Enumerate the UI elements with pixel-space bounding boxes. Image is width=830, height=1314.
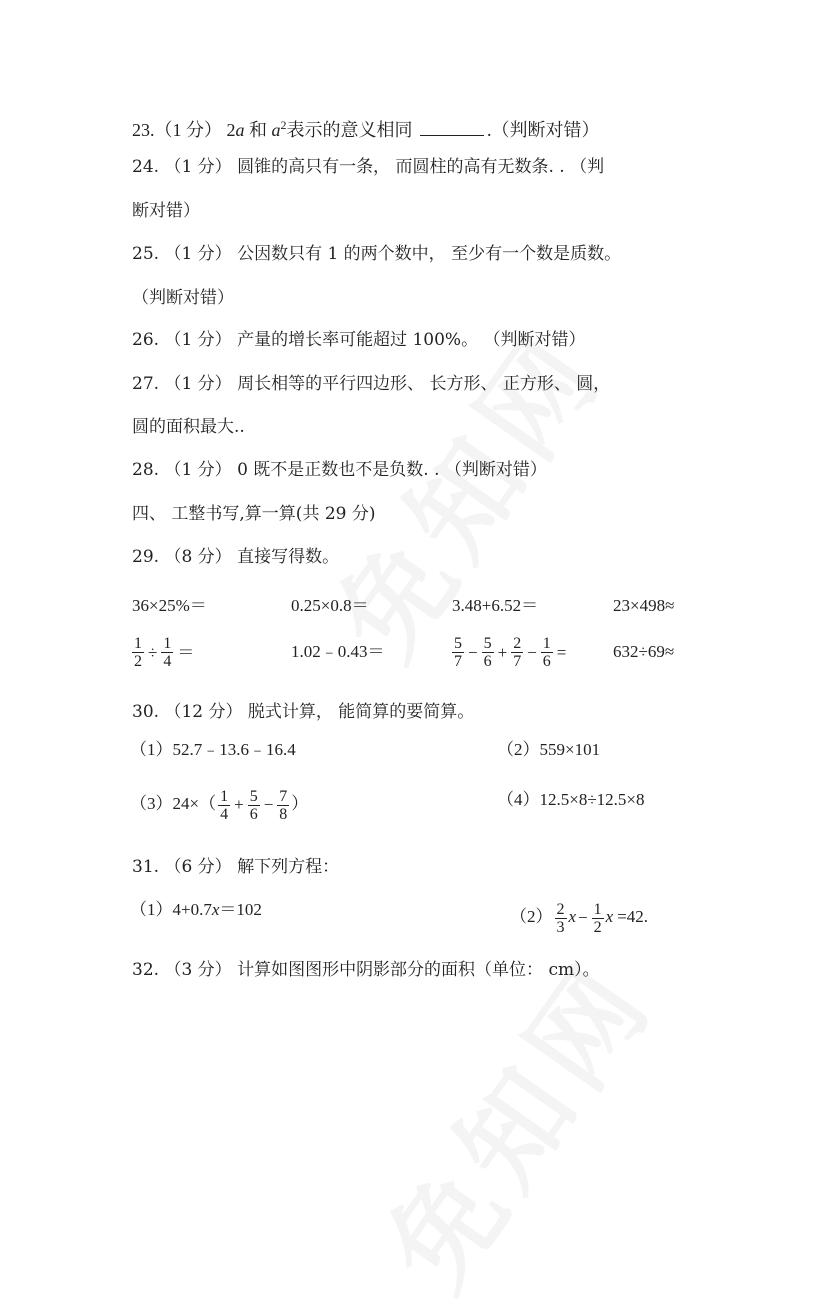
answer-blank[interactable] xyxy=(420,121,484,136)
q30-part4: （4）12.5×8÷12.5×8 xyxy=(497,790,645,809)
q23-number: 23. xyxy=(132,120,155,140)
q29-r2-c2: 1.02﹣0.43＝ xyxy=(291,642,385,661)
question-25-line1: 25. （1 分） 公因数只有 1 的两个数中， 至少有一个数是质数。 xyxy=(132,244,622,264)
q31-part1: （1）4+0.7x＝102 xyxy=(130,900,262,919)
q29-r1-c1: 36×25%＝ xyxy=(132,596,207,615)
fraction: $\frac{1}{6}$ xyxy=(542,635,551,670)
q23-score: （1 分） xyxy=(154,120,222,140)
q23-exponent: 2 xyxy=(280,118,287,132)
q29-r1-c4: 23×498≈ xyxy=(613,596,675,615)
q30-part3: （3）24×（ $\frac{1}{4}$ + $\frac{5}{6}$ − $\frac{7}{8}$ ） xyxy=(130,787,309,823)
question-25-line2: （判断对错） xyxy=(132,288,234,308)
question-24-line1: 24. （1 分） 圆锥的高只有一条， 而圆柱的高有无数条. . （判 xyxy=(132,157,605,177)
fraction: $\frac{5}{6}$ xyxy=(249,787,258,823)
fraction: $\frac{2}{3}$ xyxy=(556,900,565,936)
q31-part2: （2） $\frac{2}{3}$ x − $\frac{1}{2}$ x =42. xyxy=(510,900,649,936)
question-24-line2: 断对错） xyxy=(132,201,200,221)
q23-text: 表示的意义相同 xyxy=(286,120,413,140)
q29-r2-c4: 632÷69≈ xyxy=(613,642,675,661)
q29-r2-c3: $\frac{5}{7}$ − $\frac{5}{6}$ + $\frac{2}{7}$ − $\frac{1}{6}$ = xyxy=(454,635,567,670)
question-28: 28. （1 分） 0 既不是正数也不是负数. . （判断对错） xyxy=(132,460,547,480)
question-29-heading: 29. （8 分） 直接写得数。 xyxy=(132,547,340,567)
section-4-title: 四、 工整书写,算一算(共 29 分) xyxy=(132,504,376,524)
question-31-heading: 31. （6 分） 解下列方程： xyxy=(132,857,340,877)
q23-var-a: a xyxy=(235,120,245,140)
question-27-line1: 27. （1 分） 周长相等的平行四边形、 长方形、 正方形、 圆， xyxy=(132,374,611,394)
fraction: $\frac{7}{8}$ xyxy=(279,787,288,823)
watermark xyxy=(293,294,632,684)
q23-and: 和 xyxy=(249,120,267,140)
fraction: $\frac{1}{2}$ xyxy=(593,900,602,936)
q23-var-a2: a xyxy=(271,120,281,140)
question-23 xyxy=(132,113,600,142)
fraction: $\frac{1}{4}$ xyxy=(220,787,229,823)
fraction: $\frac{2}{7}$ xyxy=(513,635,522,670)
q30-part1: （1）52.7﹣13.6﹣16.4 xyxy=(130,740,296,759)
watermark xyxy=(343,924,682,1314)
q23-tail: .（判断对错） xyxy=(487,120,600,140)
fraction: $\frac{1}{4}$ xyxy=(163,635,172,670)
operator: ÷ xyxy=(148,642,158,662)
equals: ＝ xyxy=(177,642,195,662)
question-27-line2: 圆的面积最大.. xyxy=(132,417,245,437)
question-30-heading: 30. （12 分） 脱式计算， 能简算的要简算。 xyxy=(132,702,475,722)
q29-r1-c2: 0.25×0.8＝ xyxy=(291,596,369,615)
q30-part2: （2）559×101 xyxy=(497,740,601,759)
q29-r2-c1 xyxy=(130,632,196,673)
q23-expr-coef: 2 xyxy=(226,120,236,140)
q29-r1-c3: 3.48+6.52＝ xyxy=(452,596,539,615)
question-26: 26. （1 分） 产量的增长率可能超过 100%。 （判断对错） xyxy=(132,330,586,350)
fraction: $\frac{5}{7}$ xyxy=(454,635,462,670)
fraction: $\frac{5}{6}$ xyxy=(483,635,492,670)
question-32-heading: 32. （3 分） 计算如图图形中阴影部分的面积（单位： cm）。 xyxy=(132,960,600,980)
fraction: $\frac{1}{2}$ xyxy=(134,635,142,670)
